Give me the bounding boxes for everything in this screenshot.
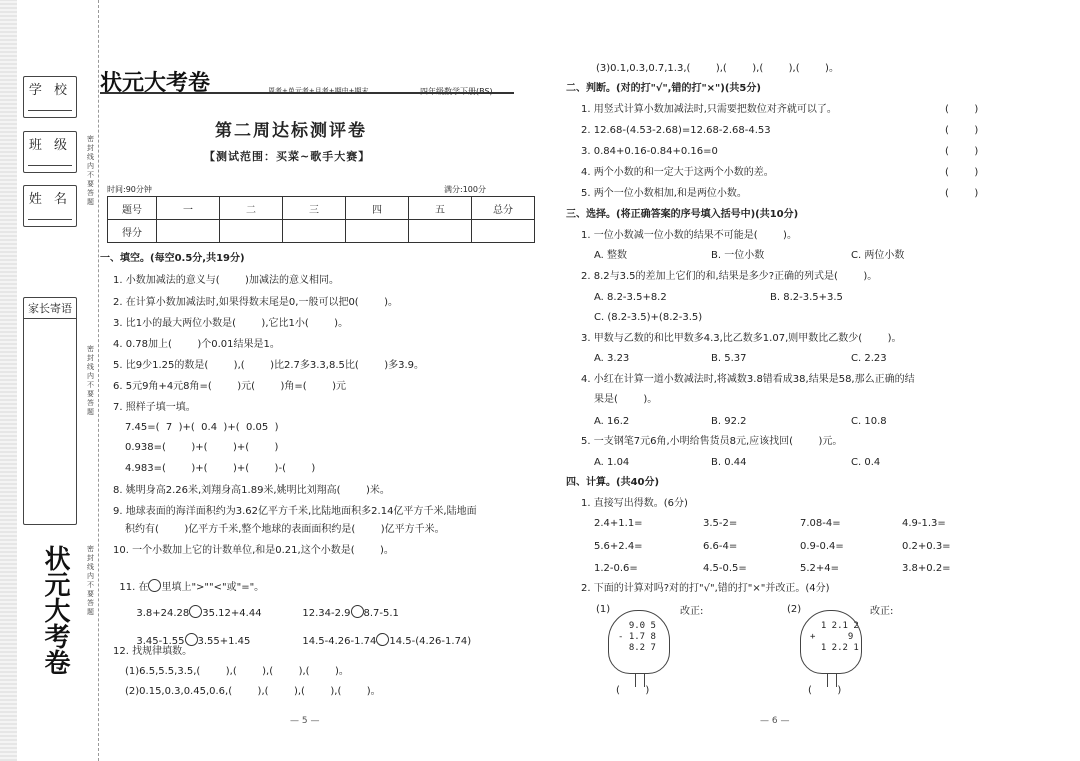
question-line: 积约有( )亿平方千米,整个地球的表面面积约是( )亿平方千米。	[125, 524, 445, 535]
expr: 3.8+24.28	[136, 608, 190, 619]
score-header: 二	[220, 197, 283, 220]
question: 1. 小数加减法的意义与( )加减法的意义相同。	[113, 275, 339, 286]
calc-item[interactable]: 0.9-0.4=	[800, 541, 844, 552]
calc-item[interactable]: 2.4+1.1=	[594, 518, 643, 529]
judge-item: 3. 0.84+0.16-0.84+0.16=0	[581, 146, 718, 157]
score-header: 四	[346, 197, 409, 220]
calc-item[interactable]: 1.2-0.6=	[594, 563, 638, 574]
expr: 14.5-(4.26-1.74)	[389, 636, 472, 647]
choice-option[interactable]: C. (8.2-3.5)+(8.2-3.5)	[594, 312, 703, 323]
question-line: 7.45=( 7 )+( 0.4 )+( 0.05 )	[125, 422, 279, 433]
question-line: 4.983=( )+( )+( )-( )	[125, 463, 316, 474]
question-line: (2)0.15,0.3,0.45,0.6,( ),( ),( ),( )。	[125, 686, 381, 697]
judge-item: 1. 用竖式计算小数加减法时,只需要把数位对齐就可以了。	[581, 104, 837, 115]
question-text: 11. 在	[119, 582, 149, 593]
judge-item: 2. 12.68-(4.53-2.68)=12.68-2.68-4.53	[581, 125, 771, 136]
calc-item[interactable]: 4.9-1.3=	[902, 518, 946, 529]
judge-item: 5. 两个一位小数相加,和是两位小数。	[581, 188, 747, 199]
question: 6. 5元9角+4元8角=( )元( )角=( )元	[113, 381, 347, 392]
header-tagline: 周考+单元考+月考+期中+期末	[268, 87, 369, 95]
sub-number: (1)	[596, 604, 611, 615]
answer-paren[interactable]: ( )	[808, 685, 842, 696]
score-cell[interactable]	[220, 220, 283, 243]
question	[113, 566, 264, 594]
test-range: 【测试范围：买菜~歌手大赛】	[204, 150, 371, 163]
binding-strip	[0, 0, 17, 761]
correction-label[interactable]: 改正:	[680, 606, 704, 617]
score-header: 题号	[108, 197, 157, 220]
choice-option[interactable]: C. 两位小数	[851, 250, 905, 261]
name-label: 姓 名	[28, 192, 72, 207]
calc-item[interactable]: 5.2+4=	[800, 563, 840, 574]
calc-question: 2. 下面的计算对吗?对的打"√",错的打"×"并改正。(4分)	[581, 583, 830, 594]
choice-option[interactable]: B. 0.44	[711, 457, 747, 468]
score-header: 一	[157, 197, 220, 220]
compare-row	[130, 620, 250, 648]
question: 10. 一个小数加上它的计数单位,和是0.21,这个小数是( )。	[113, 545, 394, 556]
question: 12. 找规律填数。	[113, 646, 193, 657]
choice-question: 2. 8.2与3.5的差加上它们的和,结果是多少?正确的列式是( )。	[581, 271, 878, 282]
judge-item: 4. 两个小数的和一定大于这两个小数的差。	[581, 167, 774, 178]
choice-option[interactable]: B. 92.2	[711, 416, 747, 427]
choice-option[interactable]: C. 2.23	[851, 353, 887, 364]
page-number: — 5 —	[290, 716, 320, 726]
question: 9. 地球表面的海洋面积约为3.62亿平方千米,比陆地面积多2.14亿平方千米,陆地面	[113, 506, 477, 517]
calc-item[interactable]: 3.5-2=	[703, 518, 738, 529]
parent-message-box[interactable]	[23, 297, 77, 525]
compare-row	[296, 620, 471, 648]
expr: 3.55+1.45	[197, 636, 251, 647]
question-line: (3)0.1,0.3,0.7,1.3,( ),( ),( ),( )。	[596, 63, 839, 74]
expr: 8.7-5.1	[363, 608, 399, 619]
calc-item[interactable]: 7.08-4=	[800, 518, 841, 529]
expr: 12.34-2.9	[302, 608, 351, 619]
choice-option[interactable]: C. 10.8	[851, 416, 887, 427]
question: 4. 0.78加上( )个0.01结果是1。	[113, 339, 280, 350]
choice-question: 5. 一支钢笔7元6角,小明给售货员8元,应该找回( )元。	[581, 436, 843, 447]
answer-paren[interactable]: ( )	[945, 188, 979, 199]
class-label: 班 级	[28, 138, 72, 153]
tree-icon	[800, 610, 862, 674]
tree-icon	[608, 610, 670, 674]
header-rule	[100, 92, 514, 94]
expr: 35.12+4.44	[202, 608, 262, 619]
choice-question-line: 果是( )。	[594, 394, 658, 405]
score-row-label: 得分	[108, 220, 157, 243]
choice-option[interactable]: A. 16.2	[594, 416, 630, 427]
score-header: 总分	[472, 197, 535, 220]
choice-question: 1. 一位小数减一位小数的结果不可能是( )。	[581, 230, 797, 241]
question: 5. 比9少1.25的数是( ),( )比2.7多3.3,8.5比( )多3.9。	[113, 360, 425, 371]
expr: 3.45-1.55	[136, 636, 185, 647]
seal-note-3: 密封线内不要答题	[87, 545, 94, 616]
seal-note-1: 密封线内不要答题	[87, 135, 94, 206]
score-cell[interactable]	[409, 220, 472, 243]
calc-item[interactable]: 6.6-4=	[703, 541, 738, 552]
question: 2. 在计算小数加减法时,如果得数末尾是0,一般可以把0( )。	[113, 297, 399, 308]
choice-option[interactable]: A. 1.04	[594, 457, 630, 468]
choice-option[interactable]: B. 5.37	[711, 353, 747, 364]
side-logo: 状元大考卷	[40, 545, 70, 675]
choice-option[interactable]: A. 8.2-3.5+8.2	[594, 292, 667, 303]
section-calculate: 四、计算。(共40分)	[566, 477, 660, 488]
calc-item[interactable]: 5.6+2.4=	[594, 541, 643, 552]
time-limit: 时间:90分钟	[107, 185, 152, 194]
score-cell[interactable]	[346, 220, 409, 243]
sub-number: (2)	[787, 604, 802, 615]
score-cell[interactable]	[157, 220, 220, 243]
choice-option[interactable]: B. 一位小数	[711, 250, 765, 261]
section-choice: 三、选择。(将正确答案的序号填入括号中)(共10分)	[566, 209, 799, 220]
answer-paren[interactable]: ( )	[945, 167, 979, 178]
question: 8. 姚明身高2.26米,刘翔身高1.89米,姚明比刘翔高( )米。	[113, 485, 390, 496]
name-field[interactable]	[23, 185, 77, 227]
calc-item[interactable]: 0.2+0.3=	[902, 541, 951, 552]
answer-paren[interactable]: ( )	[945, 125, 979, 136]
choice-option[interactable]: A. 整数	[594, 250, 628, 261]
header-logo: 状元大考卷	[100, 70, 211, 96]
question-text: 里填上">""<"或"="。	[161, 582, 265, 593]
school-field[interactable]	[23, 76, 77, 118]
school-label: 学 校	[28, 83, 72, 98]
question-line: (1)6.5,5.5,3.5,( ),( ),( ),( )。	[125, 666, 349, 677]
grade-label: 四年级数学下册(BS)	[420, 87, 493, 96]
page-number: — 6 —	[760, 716, 790, 726]
choice-option[interactable]: C. 0.4	[851, 457, 881, 468]
score-header: 三	[283, 197, 346, 220]
expr: 14.5-4.26-1.74	[302, 636, 377, 647]
correction-label[interactable]: 改正:	[870, 606, 894, 617]
class-field[interactable]	[23, 131, 77, 173]
compare-row	[296, 592, 399, 620]
question-line: 0.938=( )+( )+( )	[125, 442, 279, 453]
answer-paren[interactable]: ( )	[945, 104, 979, 115]
seal-note-2: 密封线内不要答题	[87, 345, 94, 416]
compare-row	[130, 592, 262, 620]
score-table	[107, 196, 535, 243]
score-header: 五	[409, 197, 472, 220]
score-cell[interactable]	[472, 220, 535, 243]
question: 3. 比1小的最大两位小数是( ),它比1小( )。	[113, 318, 349, 329]
compare-circle-icon[interactable]	[189, 605, 202, 618]
seal-line	[98, 0, 99, 761]
score-cell[interactable]	[283, 220, 346, 243]
answer-paren[interactable]: ( )	[945, 146, 979, 157]
compare-circle-icon	[148, 579, 161, 592]
answer-paren[interactable]: ( )	[616, 685, 650, 696]
compare-circle-icon[interactable]	[351, 605, 364, 618]
section-judge: 二、判断。(对的打"√",错的打"×")(共5分)	[566, 83, 761, 94]
calc-item[interactable]: 3.8+0.2=	[902, 563, 951, 574]
vertical-calc: 1 2.1 2 + 9 1 2.2 1	[810, 621, 859, 653]
calc-item[interactable]: 4.5-0.5=	[703, 563, 747, 574]
choice-question: 3. 甲数与乙数的和比甲数多4.3,比乙数多1.07,则甲数比乙数少( )。	[581, 333, 902, 344]
choice-option[interactable]: B. 8.2-3.5+3.5	[770, 292, 843, 303]
choice-question: 4. 小红在计算一道小数减法时,将减数3.8错看成38,结果是58,那么正确的结	[581, 374, 915, 385]
page-title: 第二周达标测评卷	[215, 121, 367, 141]
calc-question: 1. 直接写出得数。(6分)	[581, 498, 688, 509]
section-fill-blank: 一、填空。(每空0.5分,共19分)	[100, 253, 245, 264]
question: 7. 照样子填一填。	[113, 402, 196, 413]
parent-message-label: 家长寄语	[24, 298, 76, 319]
compare-circle-icon[interactable]	[376, 633, 389, 646]
full-score: 满分:100分	[444, 185, 486, 194]
vertical-calc: 9.0 5 - 1.7 8 8.2 7	[618, 621, 656, 653]
choice-option[interactable]: A. 3.23	[594, 353, 630, 364]
